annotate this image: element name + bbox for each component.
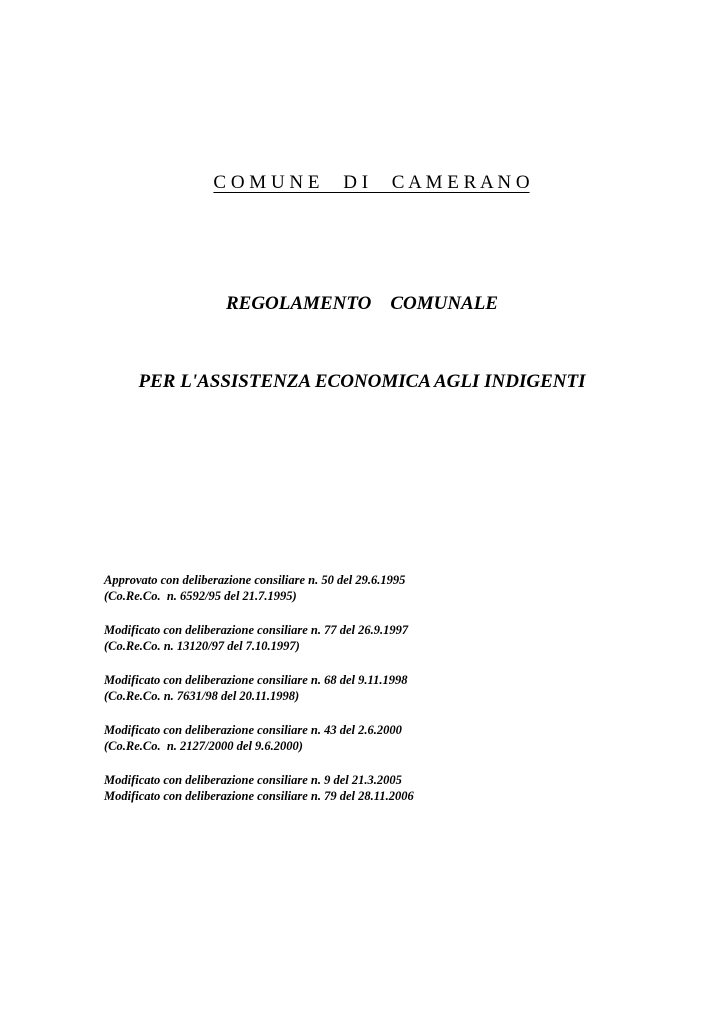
municipality-heading bbox=[0, 150, 724, 216]
note-line: Modificato con deliberazione consiliare n. 43 del 2.6.2000 bbox=[104, 723, 402, 737]
note-group-modification-1998 bbox=[104, 672, 624, 704]
note-group-modification-2000 bbox=[104, 722, 624, 754]
note-line: (Co.Re.Co. n. 7631/98 del 20.11.1998) bbox=[104, 689, 300, 703]
approval-notes bbox=[104, 572, 624, 822]
note-group-modification-2005-2006 bbox=[104, 772, 624, 804]
regulation-subtitle: PER L'ASSISTENZA ECONOMICA AGLI INDIGENTI bbox=[138, 371, 586, 392]
note-line: Approvato con deliberazione consiliare n. 50 del 29.6.1995 bbox=[104, 573, 406, 587]
note-group-modification-1997 bbox=[104, 622, 624, 654]
note-group-approval bbox=[104, 572, 624, 604]
note-line: Modificato con deliberazione consiliare n. 79 del 28.11.2006 bbox=[104, 789, 414, 803]
note-line: (Co.Re.Co. n. 2127/2000 del 9.6.2000) bbox=[104, 739, 303, 753]
note-line: (Co.Re.Co. n. 6592/95 del 21.7.1995) bbox=[104, 589, 297, 603]
regulation-title: REGOLAMENTO COMUNALE bbox=[225, 293, 499, 314]
municipality-name: C O M U N E D I C A M E R A N O bbox=[213, 172, 530, 193]
note-line: Modificato con deliberazione consiliare n. 77 del 26.9.1997 bbox=[104, 623, 409, 637]
note-line: (Co.Re.Co. n. 13120/97 del 7.10.1997) bbox=[104, 639, 300, 653]
note-line: Modificato con deliberazione consiliare n. 68 del 9.11.1998 bbox=[104, 673, 408, 687]
note-line: Modificato con deliberazione consiliare n. 9 del 21.3.2005 bbox=[104, 773, 402, 787]
